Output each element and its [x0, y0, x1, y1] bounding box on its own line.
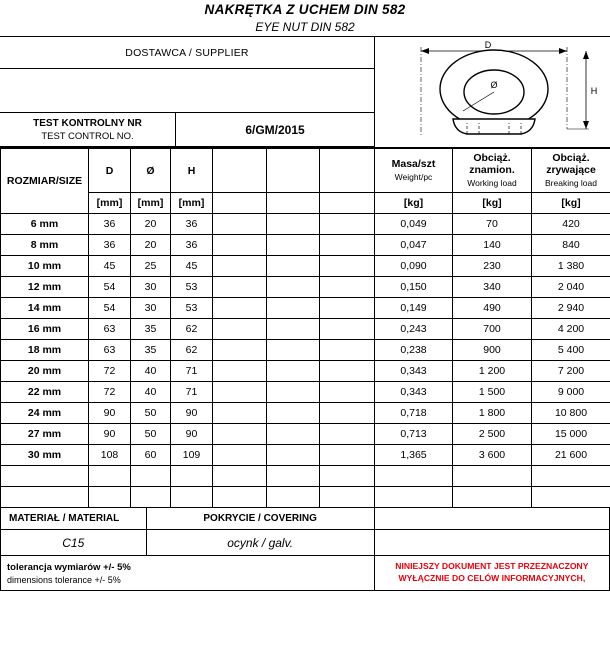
- cell-breaking-load: 840: [532, 235, 610, 256]
- legal-notice-line-2: WYŁĄCZNIE DO CELÓW INFORMACYJNYCH,: [398, 573, 586, 583]
- cell-working-load: 1 800: [453, 403, 532, 424]
- cell-mass: 0,090: [375, 256, 453, 277]
- cell-d: [89, 487, 131, 508]
- cell-size: 16 mm: [1, 319, 89, 340]
- cell-diameter: 50: [131, 403, 171, 424]
- table-row: [1, 361, 610, 382]
- cell-mass: 0,343: [375, 361, 453, 382]
- svg-text:H: H: [590, 86, 598, 96]
- cell-h: 53: [171, 298, 213, 319]
- cell-extra-1: [213, 487, 267, 508]
- cell-h: 90: [171, 424, 213, 445]
- header-breaking-en: Breaking load: [545, 178, 597, 189]
- cell-extra-1: [213, 256, 267, 277]
- cell-extra-3: [320, 361, 375, 382]
- header-h: H: [171, 149, 213, 193]
- cell-extra-3: [320, 424, 375, 445]
- cell-mass: 0,047: [375, 235, 453, 256]
- header-mass-pl: Masa/szt: [391, 158, 436, 171]
- cell-extra-2: [267, 445, 320, 466]
- cell-extra-3: [320, 403, 375, 424]
- cell-size: 30 mm: [1, 445, 89, 466]
- eye-nut-svg: [375, 37, 610, 147]
- cell-working-load: [453, 466, 532, 487]
- cell-extra-1: [213, 340, 267, 361]
- cell-extra-3: [320, 256, 375, 277]
- header-extra-3: [320, 149, 375, 193]
- cell-extra-2: [267, 277, 320, 298]
- unit-extra-3: [320, 193, 375, 214]
- cell-extra-1: [213, 277, 267, 298]
- cell-d: 36: [89, 235, 131, 256]
- cell-h: 53: [171, 277, 213, 298]
- cell-extra-3: [320, 298, 375, 319]
- cell-diameter: 30: [131, 298, 171, 319]
- cell-size: [1, 466, 89, 487]
- cell-breaking-load: 21 600: [532, 445, 610, 466]
- test-control-label: [0, 113, 176, 146]
- cell-extra-1: [213, 298, 267, 319]
- cell-working-load: 490: [453, 298, 532, 319]
- cell-working-load: 1 500: [453, 382, 532, 403]
- cell-h: 36: [171, 214, 213, 235]
- cell-size: 20 mm: [1, 361, 89, 382]
- document-title-area: [0, 0, 610, 37]
- table-row: [1, 298, 610, 319]
- cell-extra-2: [267, 235, 320, 256]
- tolerance-en: dimensions tolerance +/- 5%: [7, 574, 121, 585]
- covering-value: ocynk / galv.: [147, 530, 375, 556]
- table-unit-row: [1, 193, 610, 214]
- cell-mass: 0,718: [375, 403, 453, 424]
- cell-working-load: 900: [453, 340, 532, 361]
- cell-working-load: [453, 487, 532, 508]
- test-control-value: 6/GM/2015: [245, 122, 305, 137]
- cell-working-load: 3 600: [453, 445, 532, 466]
- cell-d: 90: [89, 403, 131, 424]
- cell-diameter: [131, 466, 171, 487]
- cell-mass: 0,150: [375, 277, 453, 298]
- cell-extra-3: [320, 235, 375, 256]
- cell-diameter: 35: [131, 340, 171, 361]
- cell-diameter: 20: [131, 214, 171, 235]
- cell-size: 8 mm: [1, 235, 89, 256]
- cell-size: 12 mm: [1, 277, 89, 298]
- cell-working-load: 70: [453, 214, 532, 235]
- svg-text:Ø: Ø: [490, 80, 498, 90]
- cell-extra-1: [213, 214, 267, 235]
- title-sub: EYE NUT DIN 582: [255, 20, 355, 34]
- cell-working-load: 230: [453, 256, 532, 277]
- cell-diameter: 25: [131, 256, 171, 277]
- header-mass-en: Weight/pc: [394, 172, 433, 183]
- header-breaking-load: [532, 149, 610, 193]
- cell-mass: 1,365: [375, 445, 453, 466]
- table-row: [1, 445, 610, 466]
- cell-extra-1: [213, 361, 267, 382]
- table-row: [1, 277, 610, 298]
- cell-working-load: 700: [453, 319, 532, 340]
- test-control-label-en: TEST CONTROL NO.: [41, 130, 134, 142]
- cell-h: 62: [171, 340, 213, 361]
- tolerance-block: [1, 556, 375, 590]
- cell-mass: 0,149: [375, 298, 453, 319]
- header-working-pl-2: znamion.: [469, 164, 515, 177]
- cell-h: 90: [171, 403, 213, 424]
- cell-breaking-load: 15 000: [532, 424, 610, 445]
- cell-d: 72: [89, 382, 131, 403]
- cell-mass: 0,238: [375, 340, 453, 361]
- cell-size: 22 mm: [1, 382, 89, 403]
- unit-d: [mm]: [89, 193, 131, 214]
- cell-diameter: [131, 487, 171, 508]
- legal-notice: [375, 556, 609, 590]
- cell-breaking-load: [532, 487, 610, 508]
- cell-d: 36: [89, 214, 131, 235]
- cell-extra-2: [267, 340, 320, 361]
- cell-extra-3: [320, 340, 375, 361]
- cell-diameter: 60: [131, 445, 171, 466]
- cell-size: 24 mm: [1, 403, 89, 424]
- table-row: [1, 487, 610, 508]
- cell-extra-3: [320, 319, 375, 340]
- covering-label: POKRYCIE / COVERING: [147, 508, 375, 530]
- cell-mass: [375, 487, 453, 508]
- table-row: [1, 424, 610, 445]
- header-breaking-pl-2: zrywające: [546, 164, 596, 177]
- cell-h: 109: [171, 445, 213, 466]
- tolerance-pl: tolerancja wymiarów +/- 5%: [7, 561, 131, 573]
- cell-extra-1: [213, 466, 267, 487]
- cell-d: 45: [89, 256, 131, 277]
- cell-d: 54: [89, 277, 131, 298]
- unit-diameter: [mm]: [131, 193, 171, 214]
- header-size: ROZMIAR/SIZE: [1, 149, 89, 214]
- footer-value-row: [0, 530, 610, 556]
- header-extra-2: [267, 149, 320, 193]
- cell-breaking-load: 1 380: [532, 256, 610, 277]
- legal-notice-line-1: NINIEJSZY DOKUMENT JEST PRZEZNACZONY: [395, 561, 589, 572]
- cell-extra-2: [267, 256, 320, 277]
- cell-working-load: 340: [453, 277, 532, 298]
- test-control-row: [0, 113, 374, 147]
- cell-size: 6 mm: [1, 214, 89, 235]
- cell-diameter: 20: [131, 235, 171, 256]
- supplier-label: DOSTAWCA / SUPPLIER: [0, 37, 374, 69]
- material-value: C15: [1, 530, 147, 556]
- cell-h: 71: [171, 382, 213, 403]
- table-row: [1, 214, 610, 235]
- table-header-row: [1, 149, 610, 193]
- cell-breaking-load: 5 400: [532, 340, 610, 361]
- cell-extra-2: [267, 382, 320, 403]
- cell-extra-2: [267, 403, 320, 424]
- cell-h: 36: [171, 235, 213, 256]
- specification-table: [0, 148, 610, 508]
- cell-mass: [375, 466, 453, 487]
- cell-extra-1: [213, 424, 267, 445]
- footer-label-row: [0, 508, 610, 530]
- cell-extra-2: [267, 214, 320, 235]
- drawing-column: [375, 37, 610, 147]
- table-row: [1, 403, 610, 424]
- cell-extra-2: [267, 298, 320, 319]
- cell-diameter: 35: [131, 319, 171, 340]
- cell-size: [1, 487, 89, 508]
- cell-d: 63: [89, 319, 131, 340]
- unit-extra-2: [267, 193, 320, 214]
- eye-nut-drawing: [375, 37, 610, 147]
- supplier-test-column: [0, 37, 375, 147]
- supplier-blank-field[interactable]: [0, 69, 374, 113]
- material-label: MATERIAŁ / MATERIAL: [1, 508, 147, 530]
- cell-d: 90: [89, 424, 131, 445]
- cell-diameter: 50: [131, 424, 171, 445]
- cell-extra-1: [213, 382, 267, 403]
- footer-blank-right-mid: [375, 530, 609, 556]
- table-row: [1, 466, 610, 487]
- test-control-label-pl: TEST KONTROLNY NR: [33, 117, 142, 129]
- cell-mass: 0,243: [375, 319, 453, 340]
- cell-breaking-load: 2 940: [532, 298, 610, 319]
- unit-h: [mm]: [171, 193, 213, 214]
- cell-extra-2: [267, 466, 320, 487]
- unit-mass: [kg]: [375, 193, 453, 214]
- cell-h: [171, 466, 213, 487]
- svg-text:D: D: [484, 40, 492, 50]
- cell-extra-1: [213, 403, 267, 424]
- cell-d: [89, 466, 131, 487]
- cell-breaking-load: [532, 466, 610, 487]
- cell-extra-1: [213, 445, 267, 466]
- unit-working-load: [kg]: [453, 193, 532, 214]
- cell-breaking-load: 420: [532, 214, 610, 235]
- cell-diameter: 40: [131, 382, 171, 403]
- header-working-en: Working load: [467, 178, 517, 189]
- table-row: [1, 256, 610, 277]
- cell-extra-1: [213, 235, 267, 256]
- cell-breaking-load: 7 200: [532, 361, 610, 382]
- header-d: D: [89, 149, 131, 193]
- cell-d: 63: [89, 340, 131, 361]
- title-main: NAKRĘTKA Z UCHEM DIN 582: [204, 2, 406, 17]
- cell-extra-1: [213, 319, 267, 340]
- footer-blank-right-top: [375, 508, 609, 530]
- cell-extra-3: [320, 214, 375, 235]
- cell-size: 18 mm: [1, 340, 89, 361]
- cell-extra-2: [267, 487, 320, 508]
- cell-size: 27 mm: [1, 424, 89, 445]
- table-row: [1, 340, 610, 361]
- header-working-load: [453, 149, 532, 193]
- cell-breaking-load: 10 800: [532, 403, 610, 424]
- header-working-pl-1: Obciąż.: [473, 152, 511, 165]
- unit-breaking-load: [kg]: [532, 193, 610, 214]
- cell-h: 71: [171, 361, 213, 382]
- cell-extra-2: [267, 319, 320, 340]
- cell-h: 45: [171, 256, 213, 277]
- header-breaking-pl-1: Obciąż.: [552, 152, 590, 165]
- cell-d: 72: [89, 361, 131, 382]
- cell-diameter: 30: [131, 277, 171, 298]
- upper-block: [0, 37, 610, 148]
- cell-extra-3: [320, 487, 375, 508]
- cell-size: 10 mm: [1, 256, 89, 277]
- cell-working-load: 2 500: [453, 424, 532, 445]
- cell-extra-3: [320, 277, 375, 298]
- header-diameter: Ø: [131, 149, 171, 193]
- cell-h: 62: [171, 319, 213, 340]
- cell-breaking-load: 9 000: [532, 382, 610, 403]
- cell-breaking-load: 4 200: [532, 319, 610, 340]
- unit-extra-1: [213, 193, 267, 214]
- cell-extra-2: [267, 361, 320, 382]
- cell-mass: 0,343: [375, 382, 453, 403]
- cell-extra-3: [320, 445, 375, 466]
- table-row: [1, 235, 610, 256]
- header-extra-1: [213, 149, 267, 193]
- cell-extra-2: [267, 424, 320, 445]
- cell-d: 54: [89, 298, 131, 319]
- table-row: [1, 382, 610, 403]
- cell-breaking-load: 2 040: [532, 277, 610, 298]
- table-row: [1, 319, 610, 340]
- cell-working-load: 140: [453, 235, 532, 256]
- cell-extra-3: [320, 466, 375, 487]
- cell-mass: 0,049: [375, 214, 453, 235]
- cell-d: 108: [89, 445, 131, 466]
- cell-mass: 0,713: [375, 424, 453, 445]
- header-mass: [375, 149, 453, 193]
- cell-h: [171, 487, 213, 508]
- footer-notice-row: [0, 556, 610, 591]
- cell-extra-3: [320, 382, 375, 403]
- cell-diameter: 40: [131, 361, 171, 382]
- cell-size: 14 mm: [1, 298, 89, 319]
- cell-working-load: 1 200: [453, 361, 532, 382]
